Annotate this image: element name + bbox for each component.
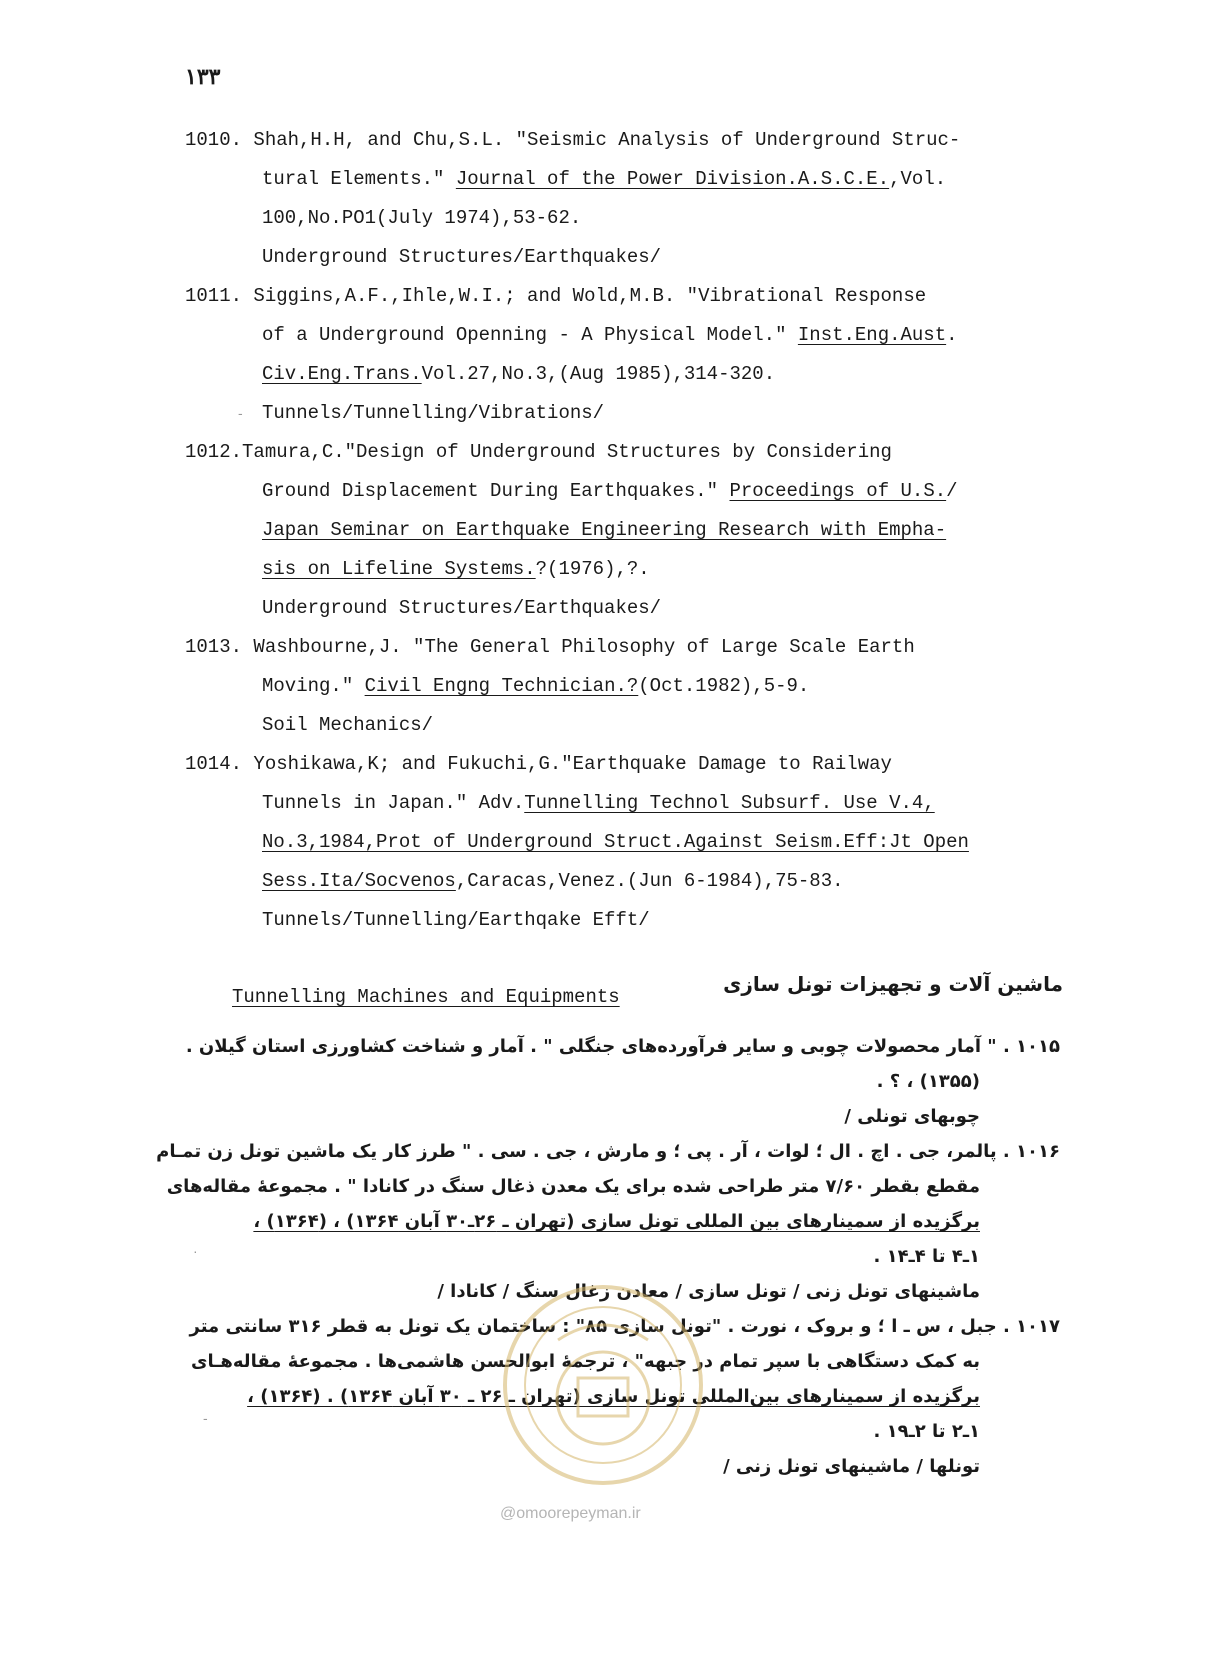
reference-title: Proceedings of U.S. (729, 480, 947, 502)
reference-entry-line (262, 596, 661, 620)
reference-entry-line (262, 167, 946, 191)
reference-entry-line (262, 713, 433, 737)
reference-entry-line (262, 791, 935, 815)
margin-mark: · (193, 1243, 198, 1259)
reference-text: Moving." (262, 675, 365, 697)
reference-text: ?(1976),?. (535, 558, 650, 580)
reference-entry-line (262, 362, 775, 386)
reference-entry-first-line (185, 128, 960, 152)
reference-title: Japan Seminar on Earthquake Engineering Research with Empha- (262, 519, 947, 541)
persian-reference-line: برگزیده از سمینارهای بین‌المللی تونل سازی (تهران ـ ۲۶ ـ ۳۰ آبان ۱۳۶۴) . (۱۳۶۴) ، (247, 1386, 980, 1407)
watermark: @omoorepeyman.ir (500, 1505, 641, 1522)
reference-text: / (946, 480, 958, 502)
reference-title: Inst.Eng.Aust (797, 324, 947, 346)
persian-reference-line: برگزیده از سمینارهای بین المللی تونل سازی (تهران ـ ۲۶ـ۳۰ آبان ۱۳۶۴) ، (۱۳۶۴) ، (253, 1211, 980, 1232)
reference-text: Vol.27,No.3,(Aug 1985),314-320. (421, 363, 776, 385)
persian-reference-line: ۱۰۱۵ . " آمار محصولات چوبی و سایر فرآورده‌های جنگلی " . آمار و شناخت کشاورزی استان گیلان . (185, 1036, 1060, 1057)
reference-text: 1012.Tamura,C."Design of Underground Structures by Considering (185, 441, 892, 463)
page-number: ۱۳۳ (185, 64, 221, 90)
reference-entry-line (262, 830, 969, 854)
persian-reference-line: مقطع بقطر ۷/۶۰ متر طراحی شده برای یک معدن ذغال سنگ در کانادا " . مجموعهٔ مقاله‌های (166, 1176, 980, 1197)
reference-text: ,Caracas,Venez.(Jun 6-1984),75-83. (455, 870, 844, 892)
reference-entry-first-line (185, 752, 892, 776)
reference-text: 1011. Siggins,A.F.,Ihle,W.I.; and Wold,M.B. "Vibrational Response (185, 285, 927, 307)
persian-reference-line: ۱ـ۴ تا ۴ـ۱۴ . (873, 1246, 980, 1267)
reference-text: tural Elements." (262, 168, 456, 190)
reference-entry-line (262, 557, 650, 581)
reference-text: (Oct.1982),5-9. (638, 675, 810, 697)
reference-entry-line (262, 401, 604, 425)
reference-entry-line (262, 518, 946, 542)
reference-entry-first-line (185, 635, 915, 659)
reference-text: Tunnels/Tunnelling/Vibrations/ (262, 402, 605, 424)
persian-reference-line: به کمک دستگاهی با سپر تمام در جبهه" ، ترجمهٔ ابوالحسن هاشمی‌ها . مجموعهٔ مقاله‌هـای (191, 1351, 980, 1372)
reference-entry-line (262, 323, 958, 347)
persian-reference-line: چوبهای تونلی / (844, 1106, 980, 1127)
seal-stamp (498, 1280, 708, 1490)
reference-text: of a Underground Openning - A Physical Model." (262, 324, 798, 346)
reference-text: Soil Mechanics/ (262, 714, 434, 736)
reference-title: Tunnelling Technol Subsurf. Use V.4, (524, 792, 935, 814)
section-heading-persian: ماشین آلات و تجهیزات تونل سازی (723, 972, 1063, 996)
persian-reference-line: ۱۰۱۷ . جبل ، س ـ ا ؛ و بروک ، نورت . "تونل سازی ۸۵" : ساختمان یک تونل به قطر ۳۱۶ سانتی متر (189, 1316, 1060, 1337)
margin-mark: - (203, 1410, 208, 1426)
reference-entry-line (262, 869, 844, 893)
reference-text: ,Vol. (889, 168, 947, 190)
reference-entry-first-line (185, 284, 926, 308)
margin-mark: - (238, 405, 243, 421)
reference-text: 1014. Yoshikawa,K; and Fukuchi,G."Earthquake Damage to Railway (185, 753, 892, 775)
reference-text: Tunnels in Japan." Adv. (262, 792, 525, 814)
reference-entry-line (262, 206, 581, 230)
reference-text: 1013. Washbourne,J. "The General Philosophy of Large Scale Earth (185, 636, 915, 658)
section-heading-english: Tunnelling Machines and Equipments (232, 986, 620, 1008)
reference-title: Sess.Ita/Socvenos (262, 870, 456, 892)
reference-entry-line (262, 908, 650, 932)
reference-text: Ground Displacement During Earthquakes." (262, 480, 730, 502)
persian-reference-line: (۱۳۵۵) ، ؟ . (876, 1071, 980, 1092)
persian-reference-line: ۱ـ۲ تا ۲ـ۱۹ . (873, 1421, 980, 1442)
reference-text: Underground Structures/Earthquakes/ (262, 246, 662, 268)
reference-title: Journal of the Power Division.A.S.C.E. (455, 168, 890, 190)
reference-text: 1010. Shah,H.H, and Chu,S.L. "Seismic Analysis of Underground Struc- (185, 129, 961, 151)
reference-text: . (946, 324, 958, 346)
persian-reference-line: ماشینهای تونل زنی / تونل سازی / معادن زغال سنگ / کانادا / (437, 1281, 980, 1302)
reference-text: 100,No.PO1(July 1974),53-62. (262, 207, 582, 229)
reference-text: Tunnels/Tunnelling/Earthqake Efft/ (262, 909, 650, 931)
reference-title: Civil Engng Technician.? (364, 675, 639, 697)
reference-title: sis on Lifeline Systems. (262, 558, 536, 580)
reference-entry-line (262, 674, 809, 698)
reference-title: Civ.Eng.Trans. (262, 363, 422, 385)
reference-entry-line (262, 245, 661, 269)
persian-reference-line: ۱۰۱۶ . پالمر، جی . اچ . ال ؛ لوات ، آر . پی ؛ و مارش ، جی . سی . " طرز کار یک ماشین تونل زن تمـام (156, 1141, 1060, 1162)
reference-entry-line (262, 479, 958, 503)
reference-text: Underground Structures/Earthquakes/ (262, 597, 662, 619)
reference-title: No.3,1984,Prot of Underground Struct.Against Seism.Eff:Jt Open (262, 831, 969, 853)
reference-entry-first-line (185, 440, 892, 464)
persian-reference-line: تونلها / ماشینهای تونل زنی / (723, 1456, 980, 1477)
